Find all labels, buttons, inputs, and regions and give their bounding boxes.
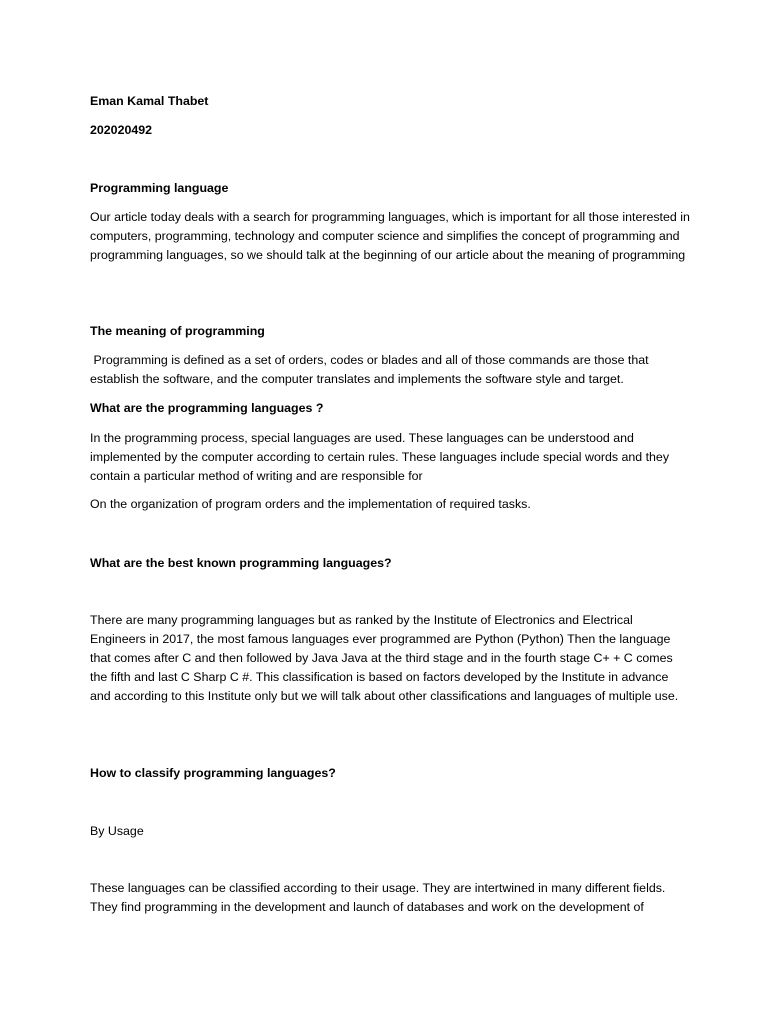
- document-title: Programming language: [90, 181, 229, 195]
- best-paragraph: There are many programming languages but as ranked by the Institute of Electronics and Electrical Engineers in 2017, the most famous languages ever programmed are Python (Python) Then the language that comes after C and then followed by Java Java at the third stage and in the fourth stage C+ + C comes the fifth and last C Sharp C #. This classification is based on factors developed by the Institute in advance and according to this Institute only but we will talk about other classifications and languages of multiple use.: [90, 613, 679, 703]
- author-name: Eman Kamal Thabet: [90, 94, 209, 108]
- usage-paragraph: These languages can be classified according to their usage. They are intertwined in many different fields. They find programming in the development and launch of databases and work on the development of: [90, 881, 666, 914]
- meaning-paragraph: Programming is defined as a set of orders, codes or blades and all of those commands are those that establish the software, and the computer translates and implements the software style and target.: [90, 353, 653, 386]
- intro-paragraph: Our article today deals with a search for programming languages, which is important for all those interested in computers, programming, technology and computer science and simplifies the concept of programming and programming languages, so we should talk at the beginning of our article about the meaning of programming: [90, 210, 690, 262]
- meaning-heading: The meaning of programming: [90, 324, 265, 338]
- classify-heading: How to classify programming languages?: [90, 766, 336, 780]
- document-page: [90, 0, 690, 1024]
- what-paragraph: In the programming process, special languages are used. These languages can be understood and implemented by the computer according to certain rules. These languages include special words and they contain a particular method of writing and are responsible for: [90, 431, 670, 483]
- what-paragraph-continued: On the organization of program orders and the implementation of required tasks.: [90, 497, 531, 511]
- usage-heading: By Usage: [90, 824, 144, 838]
- what-heading: What are the programming languages ?: [90, 401, 324, 415]
- best-heading: What are the best known programming languages?: [90, 556, 392, 570]
- student-id: 202020492: [90, 123, 153, 137]
